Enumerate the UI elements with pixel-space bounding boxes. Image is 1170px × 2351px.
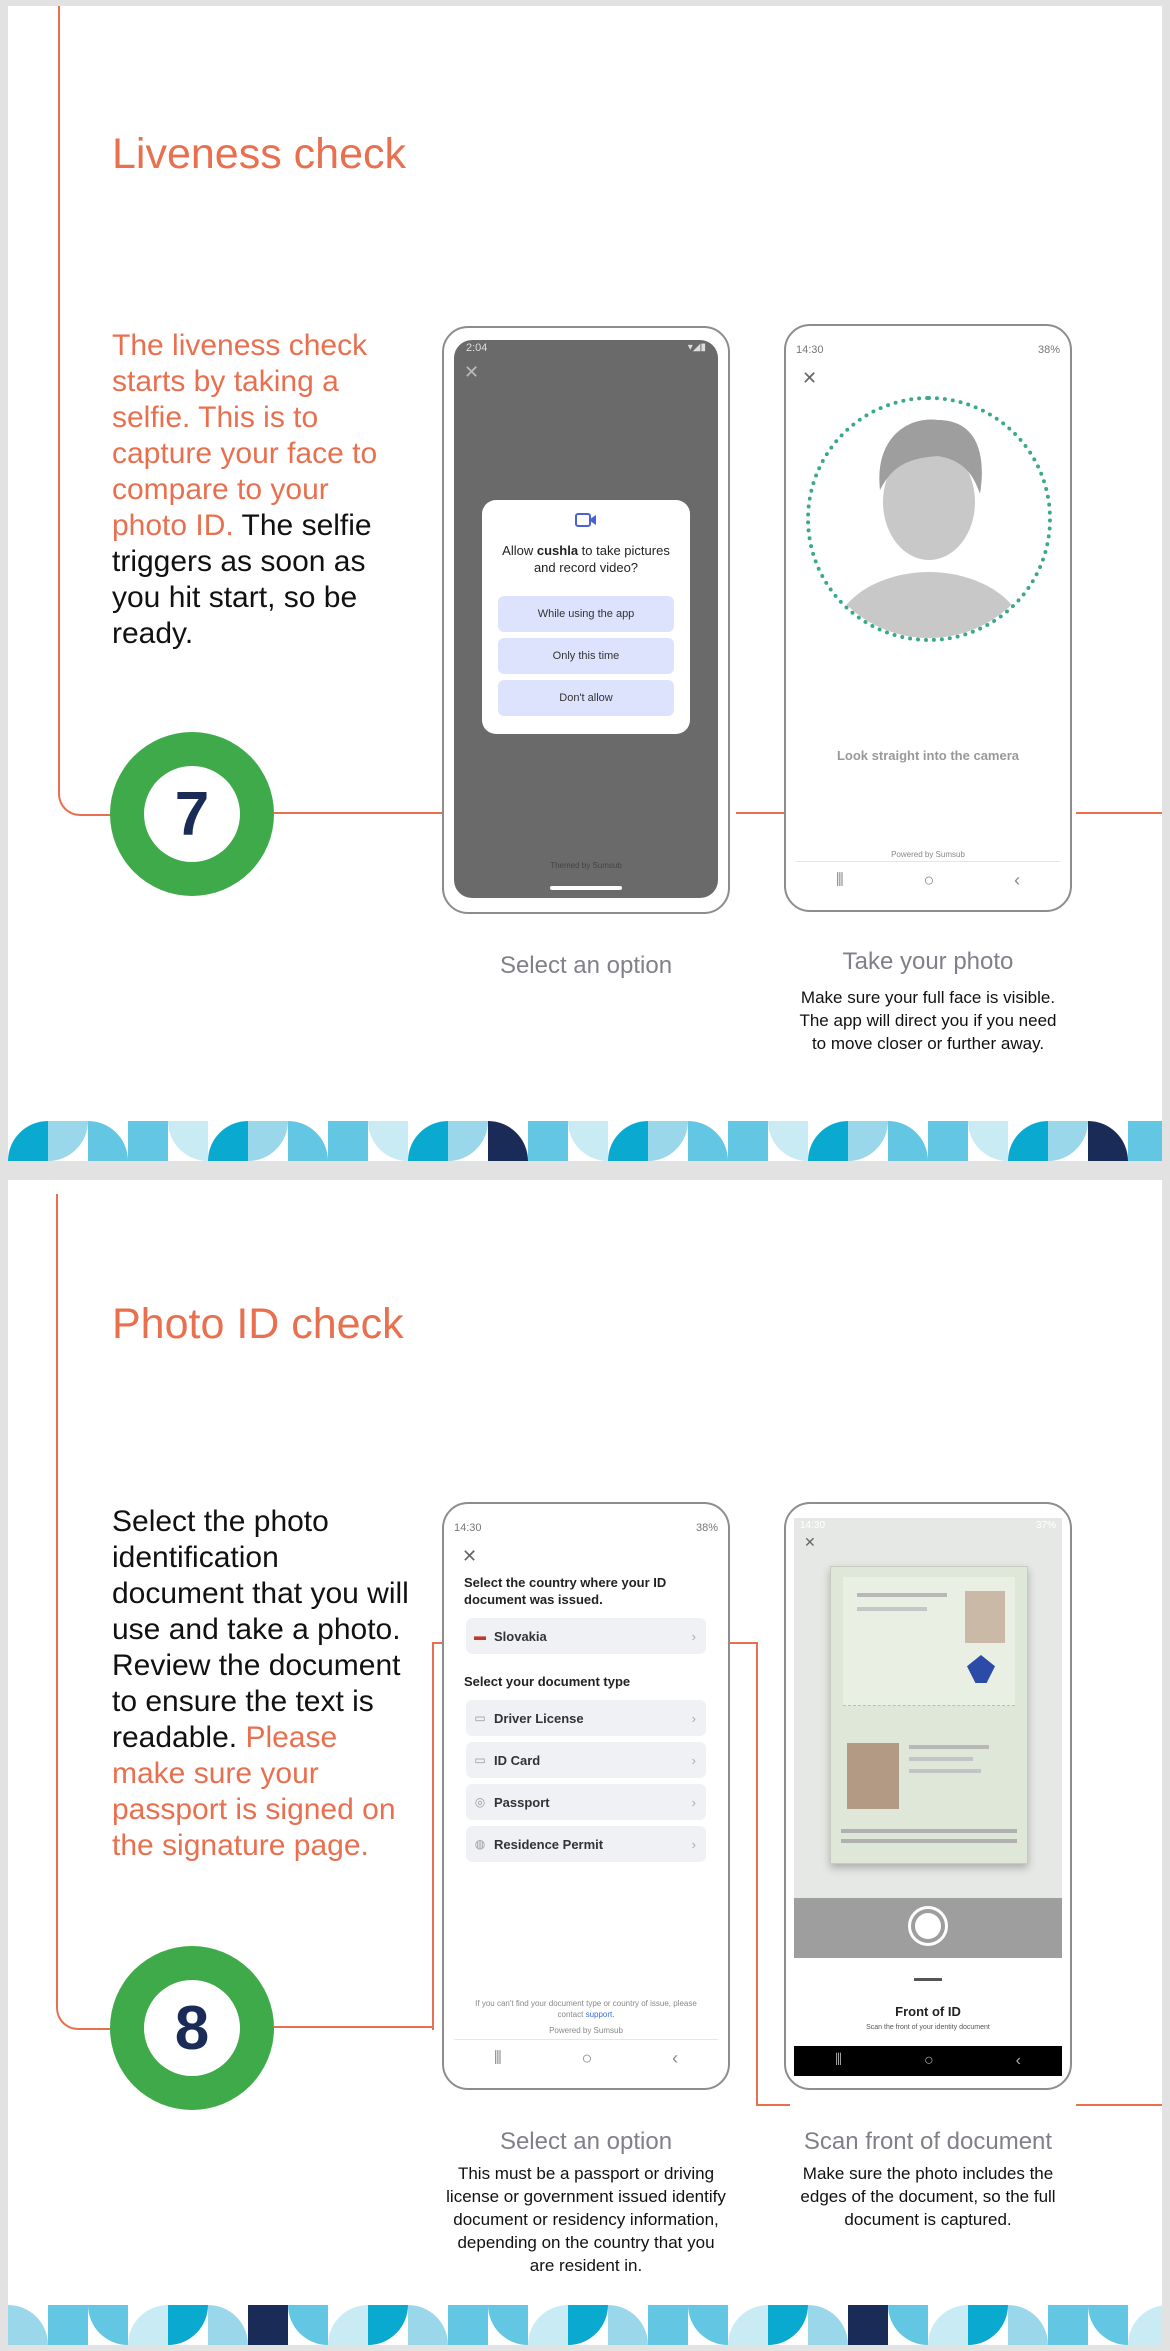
status-time: 14:30 <box>796 344 824 356</box>
pattern-tile <box>808 1121 848 1161</box>
page-liveness-check <box>8 6 1162 1161</box>
footer-text: Powered by Sumsub <box>891 850 965 859</box>
caption-description: Make sure the photo includes the edges of the document, so the full document is captured. <box>800 2164 1056 2229</box>
support-link[interactable]: support. <box>585 2010 615 2019</box>
pattern-tile <box>928 2305 968 2345</box>
recents-icon[interactable]: ⦀ <box>834 2052 843 2069</box>
status-time: 14:30 <box>800 1520 826 1531</box>
intro-rest: Select the photo identification document that you will use and take a photo. Review the document to ensure the text is readable. <box>112 1505 409 1754</box>
shutter-bar <box>794 1898 1062 1958</box>
pattern-tile <box>48 1121 88 1161</box>
passport-upper-page <box>843 1577 1015 1706</box>
sheet-handle[interactable] <box>914 1978 942 1981</box>
doc-type-label: Residence Permit <box>494 1836 604 1852</box>
close-icon[interactable]: ✕ <box>462 1546 478 1566</box>
status-icons: ▾◢▮ <box>687 342 706 353</box>
phone-screen <box>454 340 718 898</box>
passport-text-line <box>857 1593 947 1597</box>
pattern-tile <box>368 2305 408 2345</box>
pattern-tile <box>728 1121 768 1161</box>
nav-bar <box>796 861 1060 898</box>
timeline-line <box>56 1194 118 2030</box>
nav-bar <box>454 2039 718 2076</box>
residence-icon: ◍ <box>474 1837 486 1851</box>
pattern-tile <box>168 2305 208 2345</box>
phone-permission-dialog <box>442 326 730 914</box>
passport-text-line <box>909 1769 981 1773</box>
home-icon[interactable]: ○ <box>923 869 935 890</box>
doc-type-residence-permit[interactable] <box>466 1826 706 1862</box>
car-icon: ▭ <box>474 1711 486 1725</box>
doc-type-passport[interactable] <box>466 1784 706 1820</box>
chevron-right-icon: › <box>691 1628 696 1644</box>
nav-bar <box>794 2046 1062 2076</box>
mrz-line <box>841 1839 1017 1843</box>
caption-title: Scan front of document <box>803 2128 1053 2155</box>
close-icon[interactable]: ✕ <box>464 362 480 382</box>
camera-icon <box>482 512 690 533</box>
connector-line <box>728 1642 758 2106</box>
only-this-time-button[interactable]: Only this time <box>498 638 674 674</box>
chevron-right-icon: › <box>691 1836 696 1852</box>
status-bar <box>800 1520 1056 1531</box>
help-text-body: If you can't find your document type or country of issue, please contact <box>475 1999 697 2019</box>
page-photo-id-check <box>8 1180 1162 2345</box>
pattern-tile <box>328 1121 368 1161</box>
pattern-tile <box>888 1121 928 1161</box>
pattern-tile <box>608 1121 648 1161</box>
pattern-tile <box>608 2305 648 2345</box>
home-icon[interactable]: ○ <box>924 2052 934 2069</box>
pattern-tile <box>448 1121 488 1161</box>
connector-line <box>1076 2104 1162 2106</box>
pattern-tile <box>848 1121 888 1161</box>
doc-type-label: ID Card <box>494 1752 541 1768</box>
pattern-tile <box>288 1121 328 1161</box>
pattern-tile <box>1128 1121 1162 1161</box>
instruction-text: Look straight into the camera <box>836 748 1020 763</box>
pattern-tile <box>808 2305 848 2345</box>
intro-highlight: Please make sure your passport is signed on the signature page. <box>112 1721 396 1862</box>
connector-line <box>274 812 450 814</box>
connector-line <box>1076 812 1162 814</box>
pattern-tile <box>528 2305 568 2345</box>
permission-dialog <box>482 500 690 734</box>
intro-text <box>112 1504 412 1864</box>
chevron-right-icon: › <box>691 1710 696 1726</box>
footer-text: Powered by Sumsub <box>549 2026 623 2035</box>
doc-type-label: Driver License <box>494 1710 584 1726</box>
step-number: 8 <box>144 1980 240 2076</box>
passport-image <box>830 1566 1028 1864</box>
dont-allow-button[interactable]: Don't allow <box>498 680 674 716</box>
pattern-tile <box>528 1121 568 1161</box>
status-time: 14:30 <box>454 1522 482 1534</box>
dialog-text <box>492 542 680 576</box>
pattern-tile <box>648 1121 688 1161</box>
phone-document-select <box>442 1502 730 2090</box>
caption-description: This must be a passport or driving license or government issued identify document or residency information, depending on the country that you are resident in. <box>446 2164 726 2275</box>
intro-highlight: The liveness check starts by taking a selfie. This is to capture your face to compare to your photo ID. <box>112 329 378 542</box>
timeline-line <box>58 6 120 816</box>
doc-type-heading: Select your document type <box>464 1674 631 1689</box>
shutter-icon[interactable] <box>908 1906 948 1946</box>
doc-type-id-card[interactable] <box>466 1742 706 1778</box>
chevron-right-icon: › <box>691 1794 696 1810</box>
pattern-tile <box>728 2305 768 2345</box>
recents-icon[interactable]: ⦀ <box>493 2047 502 2068</box>
shutter-inner <box>915 1913 941 1939</box>
pattern-tile <box>488 2305 528 2345</box>
pattern-tile <box>328 2305 368 2345</box>
help-text <box>464 1998 708 2020</box>
doc-type-label: Passport <box>494 1794 550 1810</box>
section-title: Photo ID check <box>112 1300 404 1348</box>
status-battery: 38% <box>1037 344 1060 356</box>
recents-icon[interactable]: ⦀ <box>835 869 844 890</box>
pattern-tile <box>8 2305 48 2345</box>
pattern-tile <box>688 2305 728 2345</box>
doc-type-driver-license[interactable] <box>466 1700 706 1736</box>
pattern-tile <box>128 1121 168 1161</box>
pattern-tile <box>648 2305 688 2345</box>
doc-title: Front of ID <box>895 2004 961 2019</box>
passport-photo <box>847 1743 899 1809</box>
emblem-icon <box>967 1655 995 1683</box>
pattern-tile <box>288 2305 328 2345</box>
pattern-tile <box>1088 1121 1128 1161</box>
pattern-tile <box>168 1121 208 1161</box>
pattern-tile <box>1008 2305 1048 2345</box>
pattern-tile <box>8 1121 48 1161</box>
pattern-tile <box>968 2305 1008 2345</box>
passport-text-line <box>909 1745 989 1749</box>
pattern-tile <box>448 2305 488 2345</box>
back-icon[interactable]: ‹ <box>1015 2052 1021 2069</box>
pattern-tile <box>368 1121 408 1161</box>
phone-document-scan <box>784 1502 1072 2090</box>
status-battery: 37% <box>1035 1520 1056 1531</box>
status-time: 2:04 <box>466 342 488 354</box>
pattern-tile <box>248 2305 288 2345</box>
decorative-pattern <box>8 2305 1162 2345</box>
connector-line <box>274 2026 434 2028</box>
close-icon[interactable]: ✕ <box>802 368 818 388</box>
dialog-prefix: Allow <box>502 543 537 558</box>
pattern-tile <box>1048 2305 1088 2345</box>
pattern-tile <box>488 1121 528 1161</box>
pattern-tile <box>88 1121 128 1161</box>
pattern-tile <box>128 2305 168 2345</box>
pattern-tile <box>208 1121 248 1161</box>
pattern-tile <box>208 2305 248 2345</box>
pattern-tile <box>928 1121 968 1161</box>
camera-view <box>794 1518 1062 1898</box>
close-icon[interactable]: ✕ <box>804 1534 816 1550</box>
pattern-tile <box>848 2305 888 2345</box>
id-card-icon: ▭ <box>474 1753 486 1767</box>
caption-description: Make sure your full face is visible. The app will direct you if you need to move closer or further away. <box>799 988 1057 1053</box>
pattern-tile <box>888 2305 928 2345</box>
step-badge <box>110 1946 274 2110</box>
back-icon[interactable]: ‹ <box>672 2047 679 2068</box>
pattern-tile <box>88 2305 128 2345</box>
pattern-tile <box>1088 2305 1128 2345</box>
chevron-right-icon: › <box>691 1752 696 1768</box>
passport-small-photo <box>965 1591 1005 1643</box>
status-bar <box>454 1522 718 1540</box>
face-placeholder-icon <box>810 400 1048 638</box>
pattern-tile <box>768 2305 808 2345</box>
step-number: 7 <box>144 766 240 862</box>
status-battery: 38% <box>695 1522 718 1534</box>
pattern-tile <box>48 2305 88 2345</box>
passport-text-line <box>909 1757 973 1761</box>
pattern-tile <box>568 1121 608 1161</box>
mrz-line <box>841 1829 1017 1833</box>
dialog-suffix: to take pictures and record video? <box>533 543 670 575</box>
pattern-tile <box>1048 1121 1088 1161</box>
pattern-tile <box>688 1121 728 1161</box>
country-value: Slovakia <box>494 1628 547 1644</box>
connector-line <box>736 812 790 814</box>
doc-subtitle: Scan the front of your identity document <box>866 2024 990 2031</box>
pattern-tile <box>768 1121 808 1161</box>
caption-title: Select an option <box>499 2128 673 2155</box>
dialog-app-name: cushla <box>536 543 579 558</box>
face-frame <box>806 396 1052 642</box>
country-heading: Select the country where your ID document was issued. <box>464 1575 667 1607</box>
pattern-tile <box>568 2305 608 2345</box>
pattern-tile <box>968 1121 1008 1161</box>
pattern-tile <box>408 2305 448 2345</box>
passport-text-line <box>857 1607 927 1611</box>
phone-selfie <box>784 324 1072 912</box>
globe-icon: ◎ <box>474 1795 486 1809</box>
home-indicator[interactable] <box>550 886 622 890</box>
pattern-tile <box>248 1121 288 1161</box>
intro-rest: The selfie triggers as soon as you hit start, so be ready. <box>112 509 372 650</box>
caption-title: Select an option <box>499 952 673 979</box>
flag-icon: ▬ <box>474 1629 486 1643</box>
while-using-button[interactable]: While using the app <box>498 596 674 632</box>
intro-text <box>112 328 412 652</box>
home-icon[interactable]: ○ <box>581 2047 593 2068</box>
connector-line <box>756 2104 790 2106</box>
country-select[interactable] <box>466 1618 706 1654</box>
step-badge <box>110 732 274 896</box>
caption-title: Take your photo <box>842 948 1014 975</box>
pattern-tile <box>1008 1121 1048 1161</box>
decorative-pattern <box>8 1121 1162 1161</box>
pattern-tile <box>1128 2305 1162 2345</box>
footer-text: Themed by Sumsub <box>550 861 622 870</box>
status-bar <box>796 344 1060 362</box>
back-icon[interactable]: ‹ <box>1014 869 1021 890</box>
section-title: Liveness check <box>112 130 406 178</box>
pattern-tile <box>408 1121 448 1161</box>
